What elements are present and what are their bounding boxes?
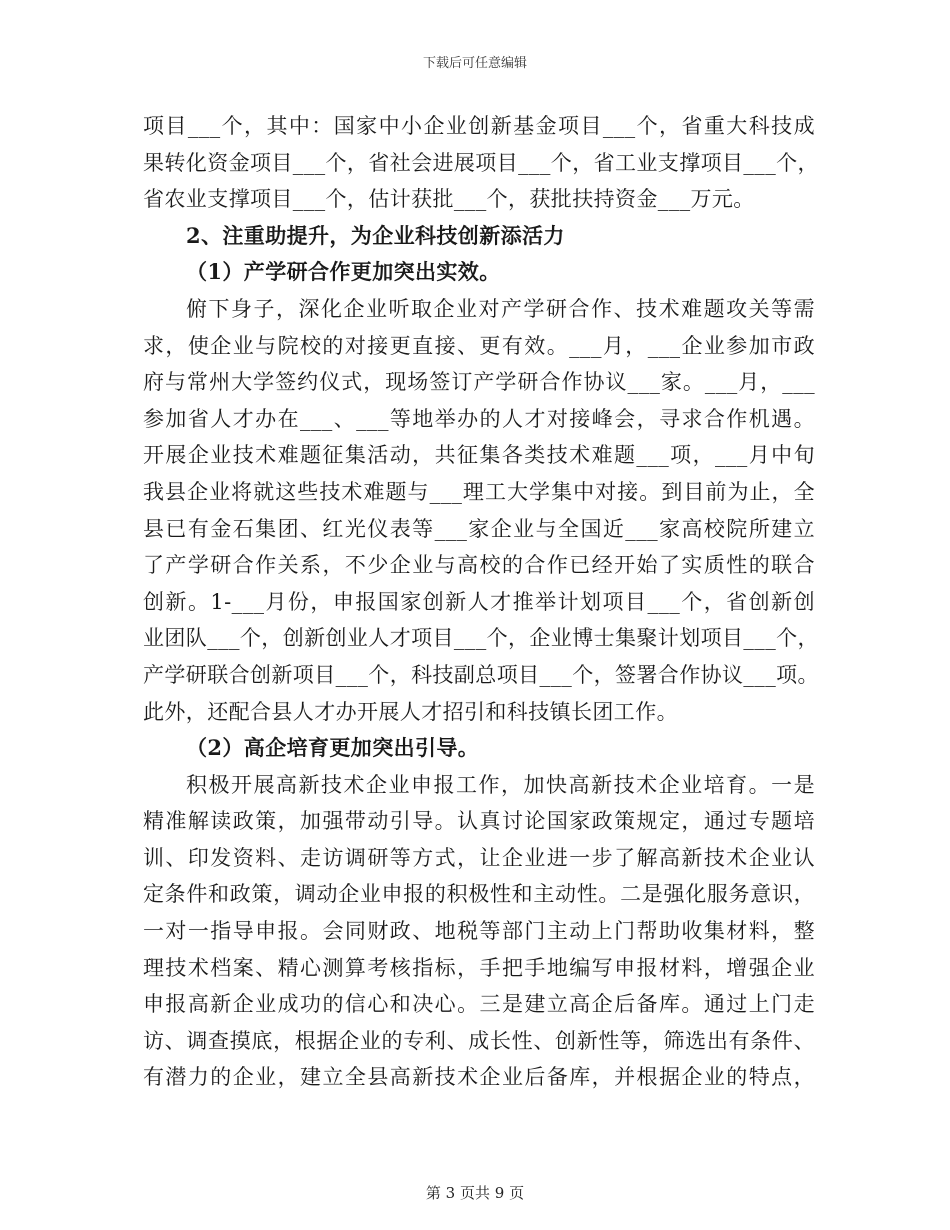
body-line: 省农业支撑项目___个，估计获批___个，获批扶持资金___万元。 xyxy=(143,187,755,212)
body-line: 业团队___个，创新创业人才项目___个，企业博士集聚计划项目___个， xyxy=(143,626,819,651)
body-line: 此外，还配合县人才办开展人才招引和科技镇长团工作。 xyxy=(143,699,678,724)
body-line: 精准解读政策，加强带动引导。认真讨论国家政策规定，通过专题培 xyxy=(143,809,815,834)
body-line: 创新。1-___月份，申报国家创新人才推举计划项目___个，省创新创 xyxy=(143,589,815,614)
body-line: 求，使企业与院校的对接更直接、更有效。___月，___企业参加市政 xyxy=(143,333,815,358)
body-line: 项目___个，其中：国家中小企业创新基金项目___个，省重大科技成 xyxy=(143,114,815,138)
body-line: 产学研联合创新项目___个，科技副总项目___个，签署合作协议___项。 xyxy=(143,662,819,687)
document-body xyxy=(143,108,819,1096)
body-line: 开展企业技术难题征集活动，共征集各类技术难题___项，___月中旬 xyxy=(143,443,815,468)
page-number: 第 3 页共 9 页 xyxy=(425,1184,525,1202)
body-line: 积极开展高新技术企业申报工作，加快高新技术企业培育。一是 xyxy=(186,772,815,797)
body-line: 俯下身子，深化企业听取企业对产学研合作、技术难题攻关等需 xyxy=(186,296,815,321)
page-header: 下载后可任意编辑 xyxy=(422,56,527,71)
body-line: 县已有金石集团、红光仪表等___家企业与全国近___家高校院所建立 xyxy=(143,516,815,541)
body-line: 了产学研合作关系，不少企业与高校的合作已经开始了实质性的联合 xyxy=(143,553,815,578)
subsection-heading: （1）产学研合作更加突出实效。 xyxy=(186,259,501,285)
section-heading: 2、注重助提升，为企业科技创新添活力 xyxy=(186,222,565,248)
body-line: 果转化资金项目___个，省社会进展项目___个，省工业支撑项目___个， xyxy=(143,150,819,175)
body-line: 定条件和政策，调动企业申报的积极性和主动性。二是强化服务意识， xyxy=(143,882,815,907)
body-line: 有潜力的企业，建立全县高新技术企业后备库，并根据企业的特点， xyxy=(143,1065,815,1090)
body-line: 训、印发资料、走访调研等方式，让企业进一步了解高新技术企业认 xyxy=(143,845,815,870)
body-line: 访、调查摸底，根据企业的专利、成长性、创新性等，筛选出有条件、 xyxy=(143,1028,815,1053)
body-line: 申报高新企业成功的信心和决心。三是建立高企后备库。通过上门走 xyxy=(143,992,815,1017)
body-line: 参加省人才办在___、___等地举办的人才对接峰会，寻求合作机遇。 xyxy=(143,406,815,431)
subsection-heading: （2）高企培育更加突出引导。 xyxy=(186,735,480,761)
body-line: 我县企业将就这些技术难题与___理工大学集中对接。到目前为止，全 xyxy=(143,479,815,504)
body-line: 一对一指导申报。会同财政、地税等部门主动上门帮助收集材料，整 xyxy=(143,919,815,944)
body-line: 理技术档案、精心测算考核指标，手把手地编写申报材料，增强企业 xyxy=(143,955,815,980)
body-line: 府与常州大学签约仪式，现场签订产学研合作协议___家。___月，___ xyxy=(143,370,815,395)
